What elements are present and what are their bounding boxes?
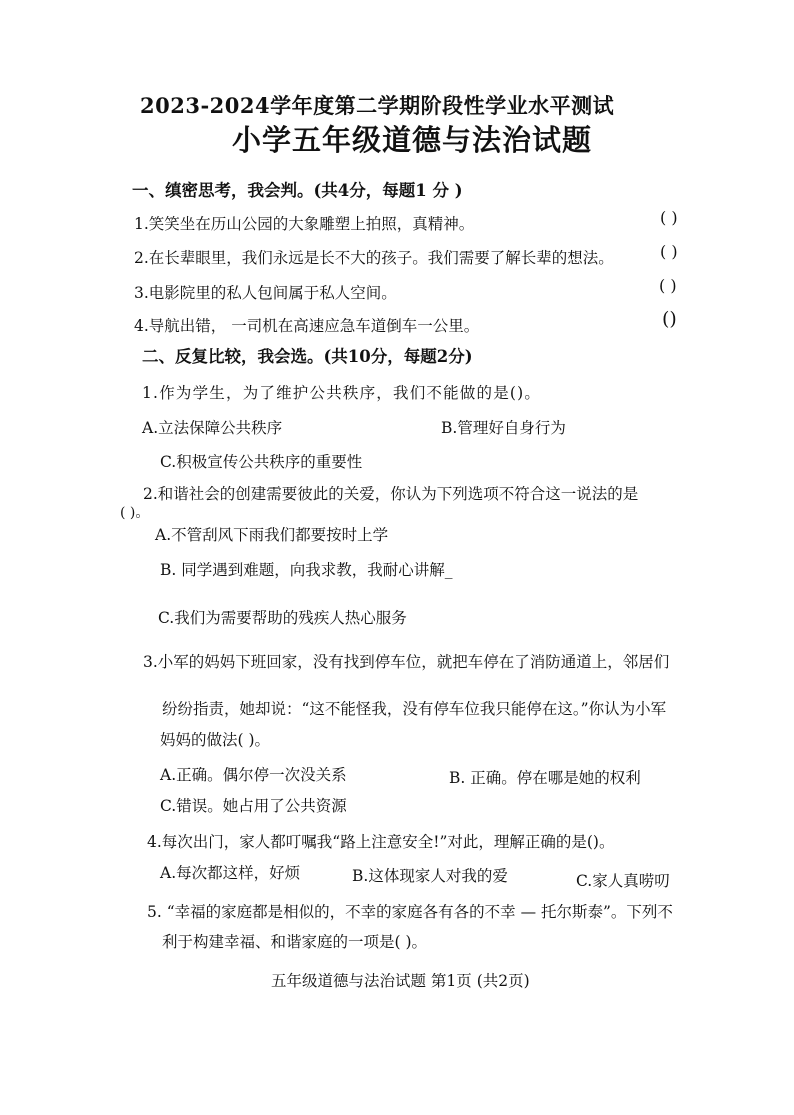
choice-question-3: 3.小军的妈妈下班回家，没有找到停车位，就把车停在了消防通道上，邻居们 [143,653,670,671]
section2-heading: 二、反复比较，我会选。(共10分，每题2分) [142,347,473,366]
choice-question-2: 2.和谐社会的创建需要彼此的关爱，你认为下列选项不符合这一说法的是 [143,485,639,503]
judge-item-3: 3.电影院里的私人包间属于私人空间。 [134,284,397,302]
page-footer: 五年级道德与法治试题 第1页 (共2页) [271,972,530,990]
q2-option-c: C.我们为需要帮助的残疾人热心服务 [158,609,407,627]
q4-option-c: C.家人真唠叨 [576,872,670,890]
choice-question-5: 5. “幸福的家庭都是相似的，不幸的家庭各有各的不幸 — 托尔斯泰”。下列不 [147,903,673,921]
q3-stem-cont-1: 纷纷指责，她却说：“这不能怪我，没有停车位我只能停在这。”你认为小军 [162,700,667,718]
q3-option-c: C.错误。她占用了公共资源 [160,797,347,815]
exam-subtitle: 小学五年级道德与法治试题 [232,123,593,157]
judge-answer-4: () [662,308,677,330]
q2-stem-cont: ( )。 [120,505,150,521]
q3-stem-cont-2: 妈妈的做法( )。 [160,731,271,749]
judge-item-2: 2.在长辈眼里，我们永远是长不大的孩子。我们需要了解长辈的想法。 [134,249,614,267]
q5-stem-cont: 利于构建幸福、和谐家庭的一项是( )。 [162,933,428,951]
judge-item-1: 1.笑笑坐在历山公园的大象雕塑上拍照，真精神。 [134,215,475,233]
q2-option-b: B. 同学遇到难题，向我求教，我耐心讲解_ [160,561,453,579]
judge-item-4: 4.导航出错， 一司机在高速应急车道倒车一公里。 [134,317,480,335]
section1-heading: 一、缜密思考，我会判。(共4分，每题1 分 ) [132,181,463,200]
q2-option-a: A.不管刮风下雨我们都要按时上学 [155,526,389,544]
q3-option-b: B. 正确。停在哪是她的权利 [449,769,641,787]
q1-option-b: B.管理好自身行为 [441,419,566,437]
judge-answer-1: ( ) [660,208,678,227]
choice-question-1: 1.作为学生，为了维护公共秩序，我们不能做的是()。 [142,384,542,402]
choice-question-4: 4.每次出门，家人都叮嘱我“路上注意安全!”对此，理解正确的是()。 [147,833,615,851]
exam-title: 2023-2024学年度第二学期阶段性学业水平测试 [140,93,615,118]
q4-option-b: B.这体现家人对我的爱 [352,867,508,885]
judge-answer-2: ( ) [660,242,678,261]
q1-option-c: C.积极宣传公共秩序的重要性 [160,453,363,471]
q4-option-a: A.每次都这样，好烦 [160,864,301,882]
q3-option-a: A.正确。偶尔停一次没关系 [160,766,347,784]
judge-answer-3: ( ) [659,276,677,295]
q1-option-a: A.立法保障公共秩序 [142,419,283,437]
